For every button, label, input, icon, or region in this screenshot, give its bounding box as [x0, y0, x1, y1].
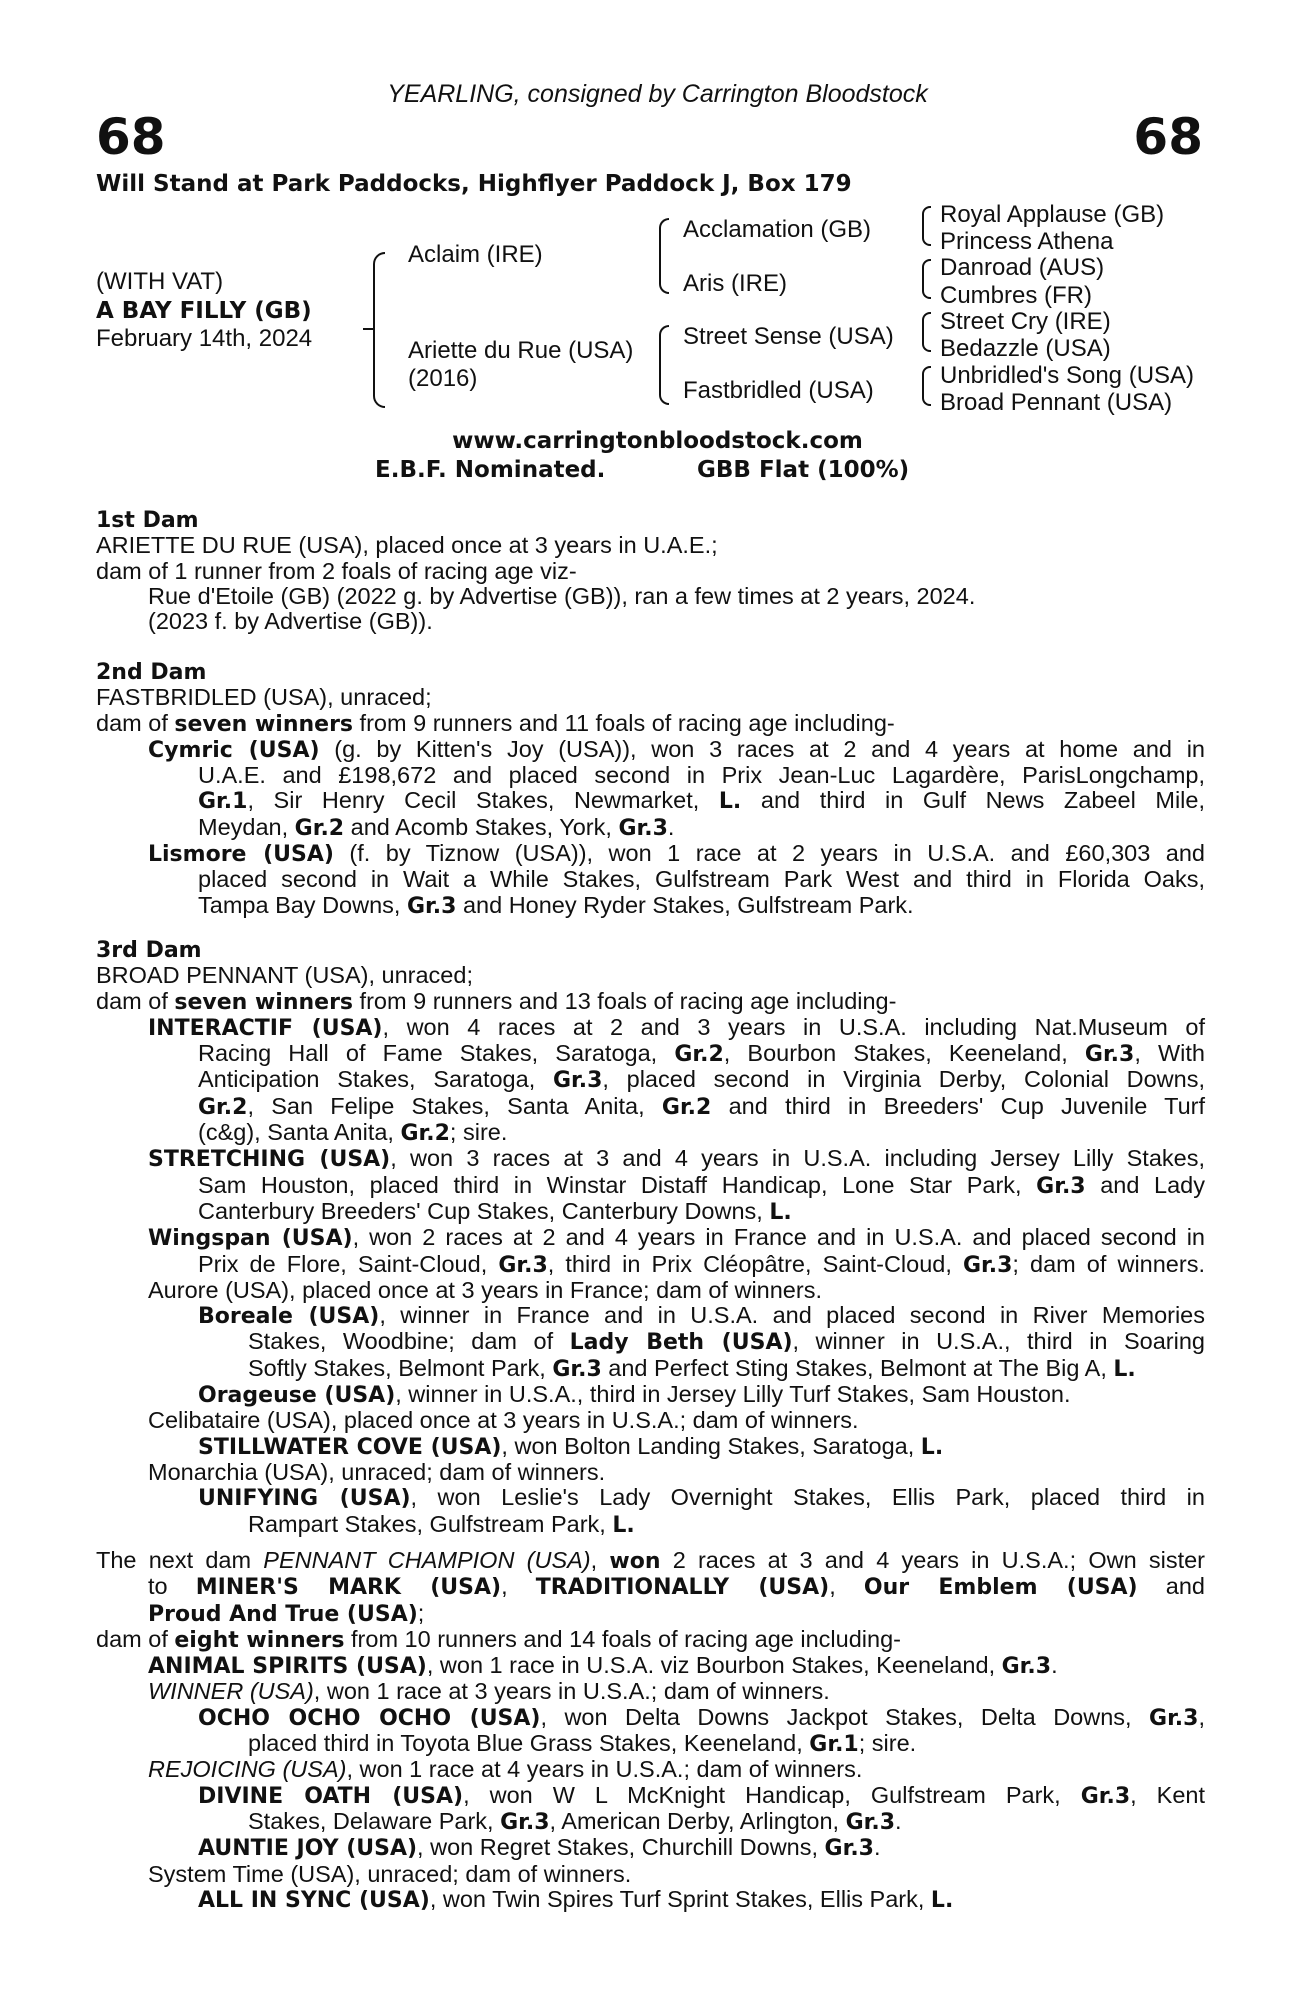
second-dam-heading: 2nd Dam — [96, 660, 207, 685]
first-dam-section — [96, 508, 1205, 634]
text-run: Lismore (USA) — [148, 842, 334, 868]
foaling-date: February 14th, 2024 — [96, 325, 313, 352]
text-run: , won Bolton Landing Stakes, Saratoga, — [501, 1432, 921, 1459]
text-run: Sam Houston, placed third in Winstar Distaff Handicap, Lone Star Park, — [198, 1171, 1037, 1198]
pedigree-brace-g1 — [922, 206, 931, 246]
grandsire-2: Danroad (AUS) — [940, 254, 1105, 281]
text-run: L. — [930, 1887, 954, 1913]
text-run: WINNER (USA) — [148, 1678, 314, 1705]
ebf-status: E.B.F. Nominated. — [375, 457, 606, 483]
text-run: Gr.2 — [400, 1121, 450, 1147]
pedigree-brace-main — [373, 252, 385, 408]
sire: Aclaim (IRE) — [408, 241, 543, 268]
text-run: Gr.1 — [198, 789, 248, 815]
pedigree-brace-sire — [659, 218, 669, 294]
stand-location: Will Stand at Park Paddocks, Highflyer Paddock J, Box 179 — [96, 171, 852, 197]
text-run: Anticipation Stakes, Saratoga, — [198, 1066, 553, 1093]
third-dam-line: BROAD PENNANT (USA), unraced; — [96, 962, 473, 989]
produce-record — [96, 1434, 1205, 1460]
produce-record — [96, 1783, 1205, 1836]
pedigree-brace-g3 — [922, 312, 931, 352]
first-dam-line: ARIETTE DU RUE (USA), placed once at 3 years in U.A.E.; — [96, 532, 718, 559]
text-run: , — [829, 1573, 864, 1600]
text-run: Gr.3 — [498, 1252, 548, 1278]
text-run: Racing Hall of Fame Stakes, Saratoga, — [198, 1040, 675, 1067]
text-run: Gr.3 — [552, 1356, 602, 1382]
text-run: ALL IN SYNC (USA) — [198, 1887, 430, 1913]
produce-record — [96, 1887, 1205, 1913]
text-run: and Perfect Sting Stakes, Belmont at The Big A, — [601, 1354, 1114, 1381]
text-run: STILLWATER COVE (USA) — [198, 1434, 502, 1460]
text-run: L. — [1113, 1356, 1136, 1382]
text-run: , American Derby, Arlington, — [549, 1807, 846, 1834]
produce-record — [96, 737, 1205, 841]
text-run: , won 4 races at 2 and 3 years in U.S.A. including Nat.Museum of — [382, 1013, 1205, 1040]
next-dam-line — [96, 1601, 1205, 1627]
text-run: , won 1 race in U.S.A. viz Bourbon Stakes, Keeneland, — [426, 1652, 1002, 1679]
text-run: , won Leslie's Lady Overnight Stakes, Ellis Park, placed third in — [410, 1484, 1205, 1511]
produce-record — [96, 1679, 1205, 1704]
text-run: , — [590, 1547, 610, 1573]
text-run: from 9 runners and 11 foals of racing age including- — [353, 709, 895, 736]
text-run: Cymric (USA) — [148, 737, 320, 763]
text-run: Gr.3 — [1036, 1173, 1086, 1199]
produce-record — [96, 1015, 1205, 1146]
text-run: L. — [612, 1512, 635, 1538]
lot-number-right: 68 — [1133, 108, 1203, 166]
text-run: , With — [1134, 1040, 1205, 1067]
dam-year: (2016) — [408, 365, 478, 392]
second-dam-line — [96, 711, 1205, 737]
text-run: Prix de Flore, Saint-Cloud, — [198, 1250, 499, 1277]
text-run: Wingspan (USA) — [148, 1226, 353, 1252]
text-run: Meydan, — [198, 813, 295, 840]
text-run: Gr.3 — [845, 1809, 896, 1835]
text-run: eight winners — [174, 1627, 345, 1653]
text-run: seven winners — [174, 989, 354, 1015]
text-run: OCHO OCHO OCHO (USA) — [198, 1705, 541, 1731]
granddam-3: Bedazzle (USA) — [940, 335, 1111, 362]
produce-record: Aurore (USA), placed once at 3 years in France; dam of winners. — [148, 1276, 822, 1303]
text-run: (c&g), Santa Anita, — [198, 1119, 401, 1146]
text-run: STRETCHING (USA) — [148, 1147, 391, 1173]
sire-sire: Acclamation (GB) — [683, 216, 872, 243]
text-run: , won Twin Spires Turf Sprint Stakes, Ellis Park, — [429, 1885, 931, 1912]
text-run: U.A.E. and £198,672 and placed second in Prix Jean-Luc Lagardère, ParisLongchamp, — [198, 762, 1205, 789]
text-run: ; sire. — [449, 1119, 508, 1146]
text-run: Lady Beth (USA) — [569, 1330, 793, 1356]
text-run: Stakes, Woodbine; dam of — [248, 1328, 570, 1355]
text-run: dam of — [96, 709, 175, 736]
text-run: , Sir Henry Cecil Stakes, Newmarket, — [247, 787, 719, 814]
text-run: Gr.3 — [1084, 1042, 1135, 1068]
granddam-2: Cumbres (FR) — [940, 282, 1093, 309]
text-run: Gr.2 — [294, 815, 345, 841]
text-run: , third in Prix Cléopâtre, Saint-Cloud, — [547, 1250, 963, 1277]
pedigree-brace-dam — [659, 325, 669, 405]
text-run: and third in Gulf News Zabeel Mile, — [741, 787, 1205, 814]
text-run: INTERACTIF (USA) — [148, 1015, 383, 1041]
produce-record: Monarchia (USA), unraced; dam of winners. — [148, 1458, 606, 1485]
text-run: ; — [417, 1599, 425, 1626]
text-run: , Kent — [1130, 1781, 1206, 1808]
text-run: , winner in U.S.A., third in Jersey Lilly Turf Stakes, Sam Houston. — [395, 1381, 1071, 1408]
text-run: , San Felipe Stakes, Santa Anita, — [247, 1092, 662, 1119]
text-run: PENNANT CHAMPION (USA) — [263, 1547, 591, 1573]
granddam-4: Broad Pennant (USA) — [940, 389, 1173, 416]
grandsire-4: Unbridled's Song (USA) — [940, 362, 1195, 389]
text-run: , won Regret Stakes, Churchill Downs, — [417, 1834, 825, 1861]
consignor-website: www.carringtonbloodstock.com — [452, 428, 863, 454]
vat-note: (WITH VAT) — [96, 268, 224, 295]
lot-name: A BAY FILLY (GB) — [96, 298, 312, 324]
text-run: UNIFYING (USA) — [198, 1486, 411, 1512]
produce-record: System Time (USA), unraced; dam of winners. — [148, 1860, 632, 1887]
text-run: Gr.2 — [674, 1042, 724, 1068]
produce-record — [96, 1705, 1205, 1758]
text-run: Gr.3 — [1080, 1783, 1131, 1809]
text-run: Rampart Stakes, Gulfstream Park, — [248, 1510, 613, 1537]
pedigree-brace-g2 — [922, 259, 931, 299]
text-run: . — [873, 1834, 881, 1861]
text-run: L. — [769, 1199, 792, 1225]
text-run: dam of — [96, 987, 175, 1014]
text-run: MINER'S MARK (USA) — [195, 1575, 502, 1601]
first-dam-heading: 1st Dam — [96, 508, 199, 533]
text-run: placed second in Wait a While Stakes, Gulfstream Park West and third in Florida Oaks, — [198, 866, 1205, 893]
text-run: L. — [718, 789, 742, 815]
produce-record — [96, 1303, 1205, 1382]
text-run: , won 1 race at 4 years in U.S.A.; dam of winners. — [346, 1756, 863, 1783]
text-run: Orageuse (USA) — [198, 1383, 396, 1409]
granddam-1: Princess Athena — [940, 228, 1114, 255]
first-dam-line: dam of 1 runner from 2 foals of racing age viz- — [96, 557, 577, 584]
produce-record — [96, 1835, 1205, 1861]
text-run: , — [1198, 1703, 1205, 1730]
grandsire-1: Royal Applause (GB) — [940, 201, 1165, 228]
text-run: and — [1137, 1573, 1205, 1600]
next-dam-line — [96, 1627, 1205, 1653]
text-run: Proud And True (USA) — [148, 1601, 418, 1627]
text-run: from 10 runners and 14 foals of racing age including- — [344, 1625, 901, 1652]
text-run: and Lady — [1085, 1171, 1205, 1198]
text-run: (f. by Tiznow (USA)), won 1 race at 2 years in U.S.A. and £60,303 and — [333, 840, 1206, 867]
text-run: (g. by Kitten's Joy (USA)), won 3 races at 2 and 4 years at home and in — [319, 735, 1205, 762]
produce-record: (2023 f. by Advertise (GB)). — [148, 608, 433, 635]
produce-record — [96, 1653, 1205, 1679]
produce-record: Rue d'Etoile (GB) (2022 g. by Advertise (GB)), ran a few times at 2 years, 2024. — [148, 582, 976, 609]
text-run: Gr.3 — [1149, 1705, 1199, 1731]
text-run: , winner in U.S.A., third in Soaring — [792, 1328, 1205, 1355]
text-run: and Honey Ryder Stakes, Gulfstream Park. — [456, 891, 914, 918]
text-run: Gr.2 — [661, 1094, 712, 1120]
text-run: DIVINE OATH (USA) — [198, 1783, 464, 1809]
grandsire-3: Street Cry (IRE) — [940, 308, 1111, 335]
text-run: ; dam of winners. — [1012, 1250, 1205, 1277]
text-run: . — [1051, 1652, 1058, 1679]
text-run: Softly Stakes, Belmont Park, — [248, 1354, 553, 1381]
produce-record — [96, 1757, 1205, 1782]
text-run: Gr.3 — [1001, 1654, 1052, 1680]
text-run: , won W L McKnight Handicap, Gulfstream Park, — [463, 1781, 1081, 1808]
second-dam-line: FASTBRIDLED (USA), unraced; — [96, 684, 432, 711]
text-run: from 9 runners and 13 foals of racing age including- — [353, 987, 897, 1014]
text-run: ; sire. — [858, 1730, 917, 1757]
text-run: 2 races at 3 and 4 years in U.S.A.; Own sister — [660, 1547, 1205, 1573]
third-dam-section — [96, 938, 1205, 1538]
lot-number-left: 68 — [96, 108, 166, 166]
text-run: Our Emblem (USA) — [863, 1575, 1138, 1601]
text-run: Gr.3 — [406, 893, 457, 919]
text-run: and Acomb Stakes, York, — [344, 813, 619, 840]
text-run: , won 3 races at 3 and 4 years in U.S.A. including Jersey Lilly Stakes, — [390, 1145, 1205, 1172]
third-dam-line — [96, 989, 1205, 1015]
pedigree-brace-main-point — [363, 328, 375, 330]
text-run: Boreale (USA) — [198, 1304, 380, 1330]
text-run: , — [501, 1573, 536, 1600]
text-run: ANIMAL SPIRITS (USA) — [148, 1654, 427, 1680]
text-run: AUNTIE JOY (USA) — [198, 1836, 418, 1862]
produce-record: Celibataire (USA), placed once at 3 years in U.S.A.; dam of winners. — [148, 1407, 859, 1434]
next-dam-line — [96, 1548, 1205, 1574]
text-run: TRADITIONALLY (USA) — [535, 1575, 830, 1601]
text-run: dam of — [96, 1625, 175, 1652]
third-dam-heading: 3rd Dam — [96, 938, 202, 963]
text-run: , winner in France and in U.S.A. and placed second in River Memories — [379, 1302, 1206, 1329]
text-run: and third in Breeders' Cup Juvenile Turf — [711, 1092, 1205, 1119]
text-run: Gr.1 — [809, 1732, 859, 1758]
dam-sire: Street Sense (USA) — [683, 323, 894, 350]
sire-dam: Aris (IRE) — [683, 270, 787, 297]
next-dam-section — [96, 1548, 1205, 1913]
text-run: won — [609, 1549, 661, 1574]
produce-record — [96, 1485, 1205, 1538]
text-run: , Bourbon Stakes, Keeneland, — [723, 1040, 1085, 1067]
text-run: . — [667, 813, 675, 840]
text-run: L. — [920, 1434, 944, 1460]
text-run: Gr.3 — [500, 1809, 550, 1835]
pedigree-brace-g4 — [922, 366, 931, 406]
produce-record — [96, 841, 1205, 919]
text-run: seven winners — [174, 711, 354, 737]
text-run: Gr.3 — [962, 1252, 1013, 1278]
text-run: . — [895, 1807, 902, 1834]
next-dam-line — [96, 1574, 1205, 1600]
text-run: Canterbury Breeders' Cup Stakes, Canterbury Downs, — [198, 1197, 770, 1224]
text-run: REJOICING (USA) — [148, 1756, 347, 1783]
text-run: to — [148, 1573, 196, 1600]
text-run: Tampa Bay Downs, — [198, 891, 407, 918]
text-run: , won 1 race at 3 years in U.S.A.; dam of winners. — [313, 1678, 830, 1705]
text-run: Gr.3 — [552, 1068, 603, 1094]
produce-record — [96, 1225, 1205, 1278]
text-run: Stakes, Delaware Park, — [248, 1807, 501, 1834]
text-run: The next dam — [96, 1547, 264, 1573]
text-run: Gr.3 — [824, 1836, 874, 1862]
produce-record — [96, 1382, 1205, 1408]
text-run: , won Delta Downs Jackpot Stakes, Delta Downs, — [540, 1703, 1150, 1730]
second-dam-section — [96, 660, 1205, 919]
produce-record — [96, 1146, 1205, 1225]
text-run: , placed second in Virginia Derby, Colonial Downs, — [602, 1066, 1205, 1093]
dam-dam: Fastbridled (USA) — [683, 377, 874, 404]
text-run: Gr.3 — [618, 815, 668, 841]
text-run: , won 2 races at 2 and 4 years in France and in U.S.A. and placed second in — [352, 1224, 1205, 1251]
text-run: Gr.2 — [198, 1094, 248, 1120]
dam: Ariette du Rue (USA) — [408, 337, 634, 364]
text-run: placed third in Toyota Blue Grass Stakes, Keeneland, — [248, 1730, 810, 1757]
gbb-status: GBB Flat (100%) — [697, 457, 910, 483]
catalogue-subtitle: YEARLING, consigned by Carrington Bloodstock — [387, 80, 928, 108]
